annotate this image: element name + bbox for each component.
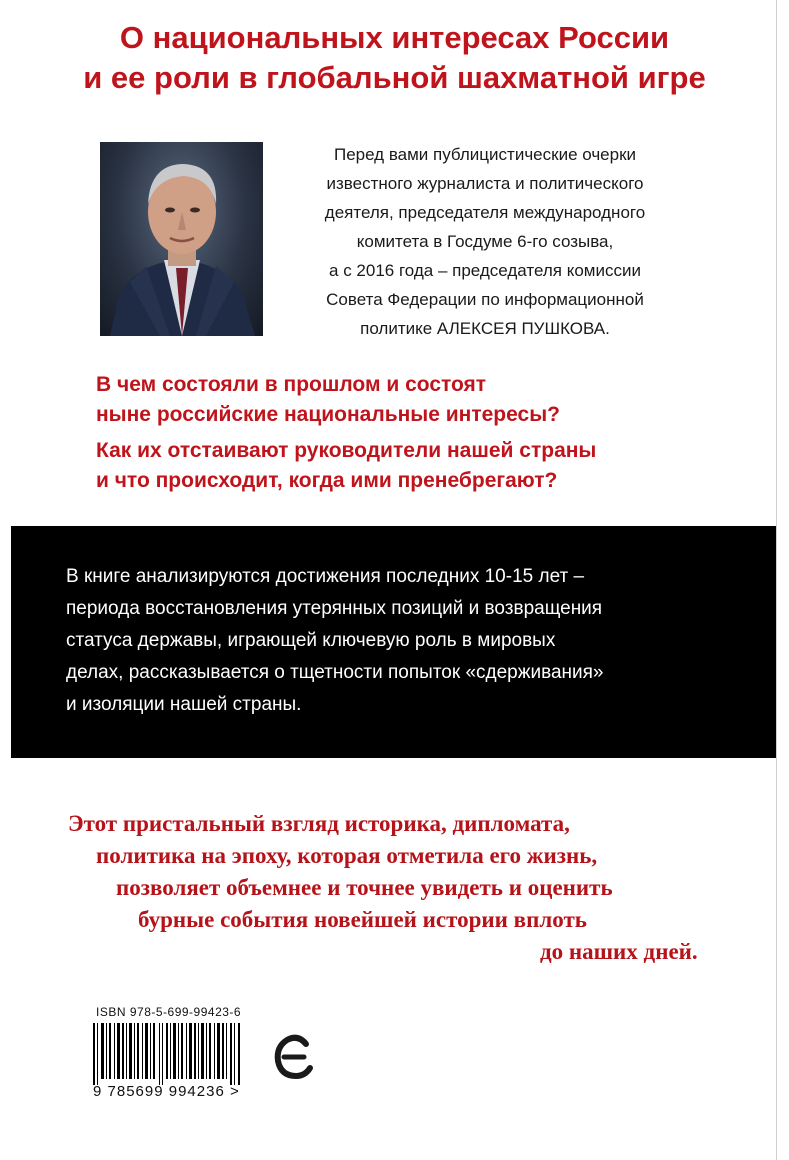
cover-edge bbox=[776, 0, 777, 1160]
barcode-number: 9 785699 994236 > bbox=[93, 1083, 240, 1100]
question-line: Как их отстаивают руководители нашей страны bbox=[96, 439, 597, 462]
author-portrait bbox=[100, 142, 263, 336]
quote-line: политика на эпоху, которая отметила его жизнь, bbox=[96, 843, 598, 868]
intro-line: деятеля, председателя международного bbox=[324, 203, 646, 222]
summary-band bbox=[11, 526, 776, 758]
question-line: ныне российские национальные интересы? bbox=[96, 403, 560, 426]
title-line-1: О национальных интересах России bbox=[119, 20, 670, 55]
summary-text bbox=[66, 561, 746, 721]
quote-line: позволяет объемнее и точнее увидеть и оценить bbox=[116, 875, 613, 900]
title-line-2: и ее роли в глобальной шахматной игре bbox=[83, 60, 706, 95]
intro-line: а с 2016 года – председателя комиссии bbox=[329, 261, 641, 280]
quote-line: Этот пристальный взгляд историка, дипломата, bbox=[68, 811, 570, 836]
intro-line: известного журналиста и политического bbox=[326, 174, 644, 193]
summary-line: В книге анализируются достижения последних 10-15 лет – bbox=[66, 566, 585, 587]
intro-line: Перед вами публицистические очерки bbox=[333, 145, 637, 164]
quote-line: бурные события новейшей истории вплоть bbox=[138, 907, 587, 932]
question-2 bbox=[96, 436, 716, 496]
question-1 bbox=[96, 370, 716, 430]
summary-line: периода восстановления утерянных позиций и возвращения bbox=[66, 598, 603, 619]
summary-line: статуса державы, играющей ключевую роль в мировых bbox=[66, 630, 556, 651]
summary-line: и изоляции нашей страны. bbox=[66, 694, 302, 715]
question-line: В чем состояли в прошлом и состоят bbox=[96, 373, 487, 396]
eksmo-logo-icon bbox=[272, 1030, 316, 1082]
summary-line: делах, рассказывается о тщетности попыток «сдерживания» bbox=[66, 662, 604, 683]
barcode bbox=[93, 1023, 243, 1085]
isbn-label: ISBN 978-5-699-99423-6 bbox=[96, 1005, 242, 1019]
intro-line: комитета в Госдуме 6-го созыва, bbox=[356, 232, 614, 251]
quote-line: до наших дней. bbox=[540, 939, 698, 964]
cover-title bbox=[0, 18, 789, 98]
intro-line: Совета Федерации по информационной bbox=[326, 290, 644, 309]
intro-paragraph bbox=[285, 140, 685, 343]
question-line: и что происходит, когда ими пренебрегают? bbox=[96, 469, 558, 492]
intro-line: политике АЛЕКСЕЯ ПУШКОВА. bbox=[360, 319, 610, 338]
